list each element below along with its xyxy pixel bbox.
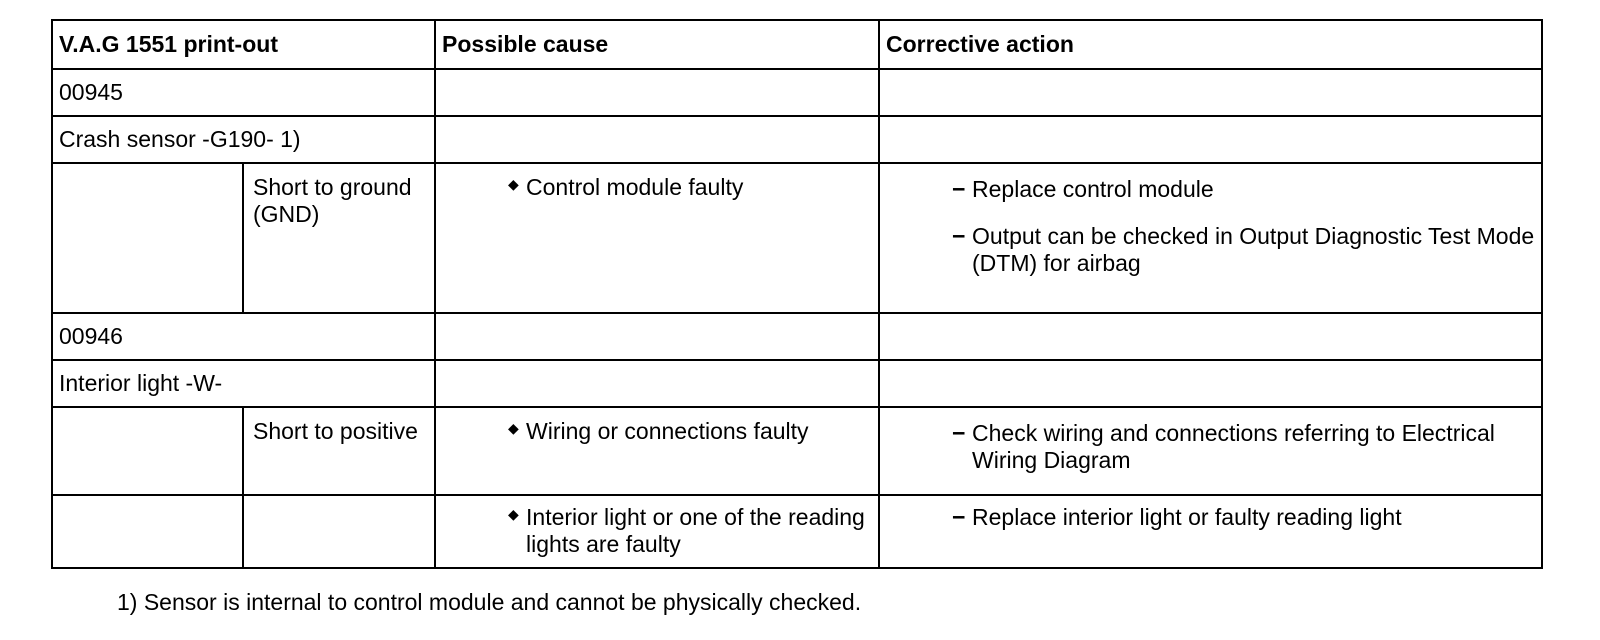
- bullet-icon: ◆: [508, 506, 519, 522]
- empty-cell: [435, 69, 879, 116]
- dash-icon: −: [952, 420, 966, 446]
- cause-cell: [435, 495, 879, 568]
- action-text: Output can be checked in Output Diagnostic Test Mode (DTM) for airbag: [972, 223, 1535, 276]
- dash-icon: −: [952, 504, 966, 530]
- cause-text: Wiring or connections faulty: [526, 418, 809, 444]
- cause-item: [508, 408, 872, 445]
- empty-cell: [435, 313, 879, 360]
- action-item: [952, 408, 1535, 474]
- action-cell: [879, 495, 1542, 568]
- cause-text: Interior light or one of the reading lights are faulty: [526, 504, 865, 557]
- empty-cell: [879, 116, 1542, 163]
- cause-cell: [435, 407, 879, 495]
- header-printout: V.A.G 1551 print-out: [52, 20, 435, 69]
- table-row: [52, 495, 1542, 568]
- action-cell: [879, 407, 1542, 495]
- bullet-icon: ◆: [508, 420, 519, 436]
- action-item: [952, 164, 1535, 203]
- component-interior-light: Interior light -W-: [52, 360, 435, 407]
- table-row: [52, 69, 1542, 116]
- cause-text: Control module faulty: [526, 174, 744, 200]
- empty-cell: [52, 163, 243, 313]
- empty-cell: [879, 69, 1542, 116]
- header-row: [52, 20, 1542, 69]
- empty-cell: [52, 495, 243, 568]
- table-row: [52, 360, 1542, 407]
- cause-item: [508, 164, 872, 201]
- table-row: [52, 407, 1542, 495]
- action-cell: [879, 163, 1542, 313]
- action-item: [952, 203, 1535, 277]
- condition-short-to-positive: Short to positive: [243, 407, 435, 495]
- empty-cell: [879, 360, 1542, 407]
- fault-code-00946: 00946: [52, 313, 435, 360]
- cause-item: [508, 496, 872, 558]
- diagnostic-table-container: [51, 19, 1541, 569]
- dash-icon: −: [952, 176, 966, 202]
- table-row: [52, 116, 1542, 163]
- footnote: 1) Sensor is internal to control module and cannot be physically checked.: [117, 589, 862, 615]
- action-item: [952, 496, 1535, 531]
- empty-cell: [879, 313, 1542, 360]
- action-text: Replace control module: [972, 176, 1214, 202]
- cause-cell: [435, 163, 879, 313]
- component-crash-sensor: Crash sensor -G190- 1): [52, 116, 435, 163]
- action-text: Check wiring and connections referring to Electrical Wiring Diagram: [972, 420, 1495, 473]
- header-possible-cause: Possible cause: [435, 20, 879, 69]
- table-row: [52, 163, 1542, 313]
- bullet-icon: ◆: [508, 176, 519, 192]
- fault-code-00945: 00945: [52, 69, 435, 116]
- dash-icon: −: [952, 223, 966, 249]
- action-text: Replace interior light or faulty reading light: [972, 504, 1402, 530]
- condition-short-to-ground: Short to ground (GND): [243, 163, 435, 313]
- empty-cell: [52, 407, 243, 495]
- header-corrective-action: Corrective action: [879, 20, 1542, 69]
- empty-cell: [243, 495, 435, 568]
- empty-cell: [435, 116, 879, 163]
- table-row: [52, 313, 1542, 360]
- empty-cell: [435, 360, 879, 407]
- fault-diagnosis-table: [51, 19, 1543, 569]
